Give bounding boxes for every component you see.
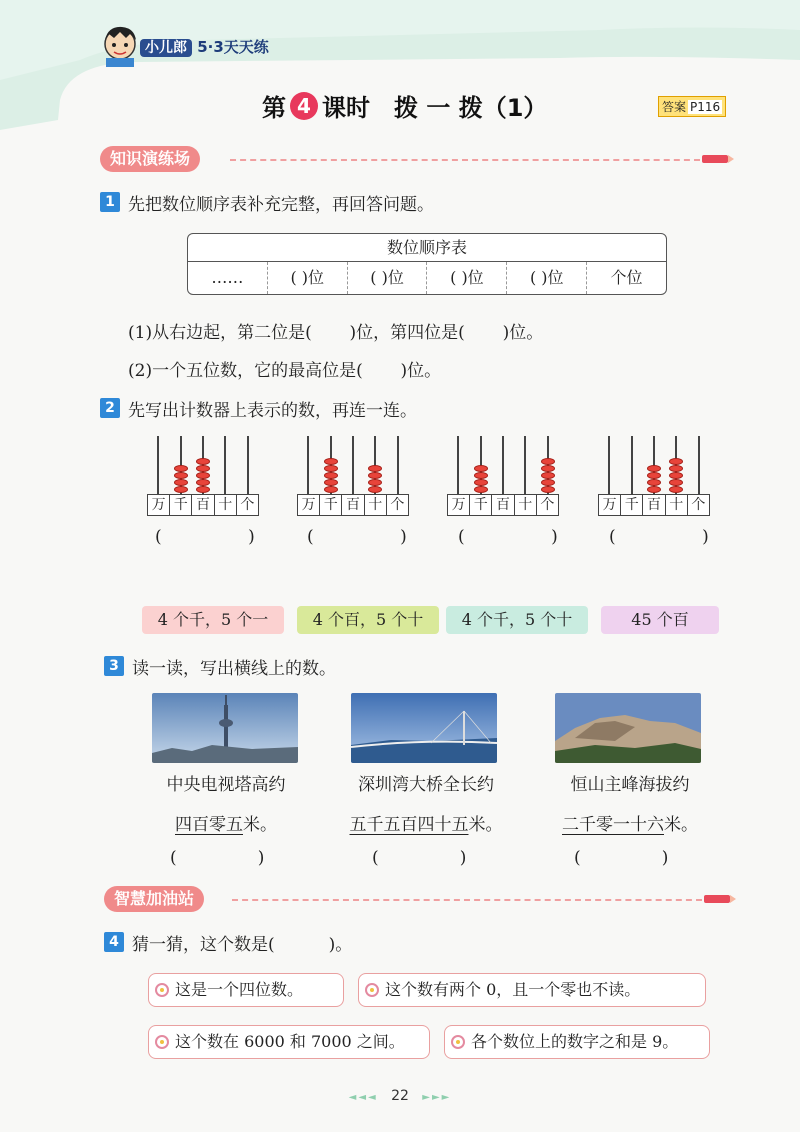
match-option[interactable]: 45 个百: [601, 606, 719, 634]
abacus-2: [297, 436, 409, 516]
place-label: 万: [301, 497, 316, 513]
hengshan-mountain-photo: [555, 693, 701, 763]
divider: [232, 899, 702, 901]
answer-blank[interactable]: ( ): [574, 848, 669, 868]
table-cell-blank[interactable]: ( )位: [347, 262, 427, 294]
q3-prompt: 读一读，写出横线上的数。: [132, 659, 336, 679]
place-label: 万: [451, 497, 466, 513]
abacus-rod: [224, 436, 226, 494]
abacus-bead: [174, 465, 188, 472]
abacus-bead: [541, 486, 555, 493]
table-cell: ……: [211, 268, 244, 287]
place-label: 百: [642, 495, 664, 515]
abacus-bead: [669, 479, 683, 486]
place-label: 个: [687, 495, 709, 515]
abacus-bead: [669, 465, 683, 472]
abacus-bead: [196, 479, 210, 486]
abacus-rod: [698, 436, 700, 494]
q1-sub1[interactable]: (1)从右边起，第二位是( )位，第四位是( )位。: [128, 323, 544, 343]
lesson-topic: 拨 一 拨（1）: [394, 94, 548, 122]
shenzhen-bay-bridge-photo: [351, 693, 497, 763]
abacus-bead: [647, 479, 661, 486]
answer-blank[interactable]: ( ): [307, 527, 407, 547]
place-label: 千: [620, 495, 642, 515]
caption-line1: 深圳湾大桥全长约: [358, 775, 494, 795]
answer-blank[interactable]: ( ): [155, 527, 255, 547]
section-practice-tag: 知识演练场: [100, 146, 200, 172]
q4-prompt[interactable]: 猜一猜，这个数是( )。: [132, 935, 353, 955]
caption-line1: 恒山主峰海拔约: [570, 775, 690, 795]
abacus-bead: [541, 465, 555, 472]
place-label: 百: [341, 495, 363, 515]
q1-number: 1: [100, 192, 120, 212]
abacus-bead: [647, 472, 661, 479]
abacus-bead: [196, 458, 210, 465]
abacus-bead: [324, 458, 338, 465]
cctv-tower-photo: [152, 693, 298, 763]
abacus-4: [598, 436, 710, 516]
next-arrows-icon: ►►►: [422, 1092, 452, 1103]
abacus-bead: [368, 465, 382, 472]
abacus-rod: [352, 436, 354, 494]
match-option[interactable]: 4 个千，5 个一: [142, 606, 284, 634]
place-label: 千: [319, 495, 341, 515]
clue-bubble: 这是一个四位数。: [148, 973, 344, 1007]
table-cell-blank[interactable]: ( )位: [267, 262, 347, 294]
abacus-bead: [196, 465, 210, 472]
table-cell-blank[interactable]: ( )位: [506, 262, 586, 294]
flower-icon: [155, 983, 169, 997]
place-label: 十: [514, 495, 536, 515]
abacus-3: [447, 436, 559, 516]
abacus-bead: [541, 479, 555, 486]
flower-icon: [451, 1035, 465, 1049]
abacus-labels: [447, 494, 559, 516]
place-label: 十: [665, 495, 687, 515]
abacus-bead: [474, 472, 488, 479]
abacus-bead: [647, 486, 661, 493]
abacus-bead: [669, 486, 683, 493]
prev-arrows-icon: ◄◄◄: [348, 1092, 378, 1103]
abacus-1: [147, 436, 259, 516]
place-label: 个: [536, 495, 558, 515]
abacus-bead: [541, 458, 555, 465]
abacus-bead: [368, 472, 382, 479]
flower-icon: [155, 1035, 169, 1049]
clue-bubble: 这个数有两个 0，且一个零也不读。: [358, 973, 706, 1007]
answer-page-tag: 答案 P116: [658, 96, 726, 117]
q2-number: 2: [100, 398, 120, 418]
abacus-labels: [147, 494, 259, 516]
abacus-bead: [324, 465, 338, 472]
table-cell: 个位: [586, 262, 666, 294]
abacus-bead: [324, 472, 338, 479]
abacus-bead: [669, 472, 683, 479]
answer-blank[interactable]: ( ): [609, 527, 709, 547]
page-number: 22: [391, 1088, 409, 1104]
place-label: 十: [214, 495, 236, 515]
pencil-icon: [704, 895, 730, 903]
caption-line2: 四百零五米。: [175, 815, 277, 835]
brand-logo: 小儿郎 5·3天天练: [140, 36, 269, 57]
abacus-bead: [474, 486, 488, 493]
caption-line2: 二千零一十六米。: [562, 815, 698, 835]
abacus-bead: [174, 486, 188, 493]
flower-icon: [365, 983, 379, 997]
place-value-table: [187, 233, 667, 295]
place-label: 十: [364, 495, 386, 515]
answer-blank[interactable]: ( ): [458, 527, 558, 547]
page-footer: [0, 1088, 800, 1104]
abacus-rod: [457, 436, 459, 494]
abacus-bead: [647, 465, 661, 472]
abacus-bead: [541, 472, 555, 479]
lesson-number: 4: [290, 92, 318, 120]
abacus-bead: [368, 479, 382, 486]
place-label: 百: [491, 495, 513, 515]
caption-line2: 五千五百四十五米。: [349, 815, 503, 835]
clue-bubble: 这个数在 6000 和 7000 之间。: [148, 1025, 430, 1059]
match-option[interactable]: 4 个千，5 个十: [446, 606, 588, 634]
abacus-rod: [608, 436, 610, 494]
table-cell-blank[interactable]: ( )位: [426, 262, 506, 294]
q1-sub2[interactable]: (2)一个五位数，它的最高位是( )位。: [128, 361, 442, 381]
abacus-rod: [157, 436, 159, 494]
abacus-bead: [474, 479, 488, 486]
clue-bubble: 各个数位上的数字之和是 9。: [444, 1025, 710, 1059]
abacus-rod: [502, 436, 504, 494]
place-label: 个: [236, 495, 258, 515]
abacus-bead: [324, 486, 338, 493]
q4-number: 4: [104, 932, 124, 952]
answer-blank[interactable]: ( ): [372, 848, 467, 868]
abacus-bead: [368, 486, 382, 493]
boy-mascot-icon: [100, 22, 140, 68]
lesson-title: 第 4 课时 拨 一 拨（1）: [262, 88, 547, 123]
abacus-bead: [174, 472, 188, 479]
abacus-rod: [247, 436, 249, 494]
abacus-rod: [397, 436, 399, 494]
abacus-rod: [307, 436, 309, 494]
place-label: 万: [151, 497, 166, 513]
section-boost-tag: 智慧加油站: [104, 886, 204, 912]
place-label: 千: [469, 495, 491, 515]
match-option[interactable]: 4 个百，5 个十: [297, 606, 439, 634]
q3-number: 3: [104, 656, 124, 676]
place-label: 个: [386, 495, 408, 515]
q1-prompt: 先把数位顺序表补充完整，再回答问题。: [128, 195, 434, 215]
abacus-bead: [669, 458, 683, 465]
answer-blank[interactable]: ( ): [170, 848, 265, 868]
place-label: 千: [169, 495, 191, 515]
caption-line1: 中央电视塔高约: [166, 775, 286, 795]
abacus-bead: [324, 479, 338, 486]
pencil-icon: [702, 155, 728, 163]
divider: [230, 159, 700, 161]
abacus-rod: [631, 436, 633, 494]
place-label: 百: [191, 495, 213, 515]
abacus-bead: [474, 465, 488, 472]
abacus-rod: [524, 436, 526, 494]
table-title: 数位顺序表: [188, 234, 666, 262]
place-label: 万: [602, 497, 617, 513]
q2-prompt: 先写出计数器上表示的数，再连一连。: [128, 401, 417, 421]
abacus-labels: [598, 494, 710, 516]
abacus-labels: [297, 494, 409, 516]
abacus-bead: [196, 472, 210, 479]
abacus-bead: [174, 479, 188, 486]
abacus-bead: [196, 486, 210, 493]
